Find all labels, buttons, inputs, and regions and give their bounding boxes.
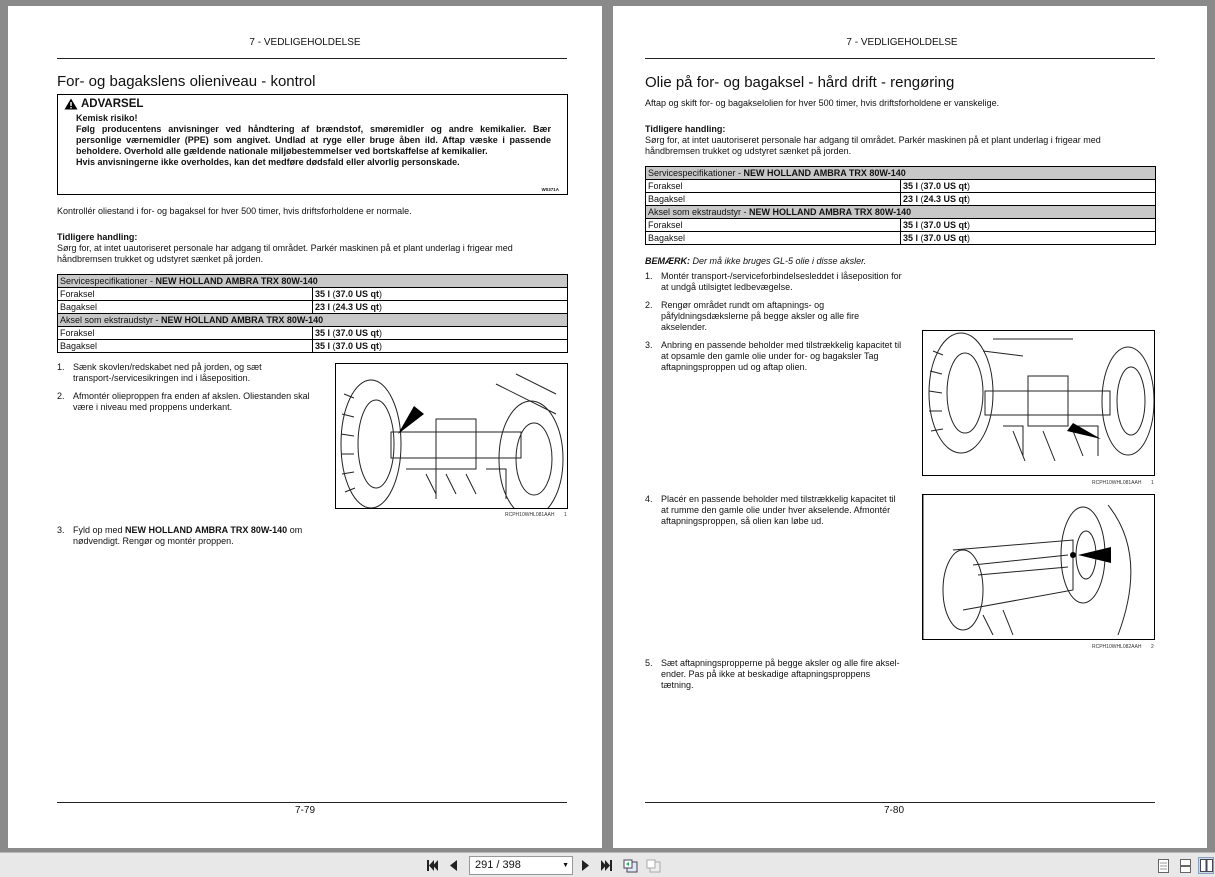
prior-action-text: Sørg for, at intet uautoriseret personale har adgang til området. Parkér maskinen på et plant underlag i frigear med håndbremsen trukket og udstyret sænket på jorden. bbox=[57, 243, 513, 264]
warning-body bbox=[64, 113, 561, 168]
spec-table-subheading: Aksel som ekstraudstyr - NEW HOLLAND AMBRA TRX 80W-140 bbox=[646, 206, 1156, 219]
previous-page-icon bbox=[450, 860, 458, 871]
list-item: 1. Sænk skovlen/redskabet ned på jorden, og sæt transport-/servicesikringen ind i låseposition. bbox=[57, 362, 262, 383]
intro-text: Aftap og skift for- og bagakselolien for hver 500 timer, hvis driftsforholdene er vanskelige. bbox=[645, 98, 1000, 108]
prior-action-label: Tidligere handling: bbox=[645, 124, 726, 134]
right-page bbox=[613, 6, 1207, 848]
first-page-icon bbox=[427, 860, 439, 871]
two-page-view-button[interactable] bbox=[1198, 857, 1214, 874]
pdf-toolbar bbox=[0, 852, 1215, 877]
list-item: 1. Montér transport-/serviceforbindelsesleddet i låseposition for at undgå utilsigtet ledbevægelse. bbox=[645, 271, 902, 292]
previous-view-icon bbox=[623, 859, 638, 873]
warning-code: W0371A bbox=[541, 187, 559, 192]
step-list bbox=[645, 494, 905, 534]
left-page bbox=[8, 6, 602, 848]
header-rule bbox=[57, 58, 567, 59]
spec-table-heading: Servicespecifikationer - NEW HOLLAND AMBRA TRX 80W-140 bbox=[58, 275, 568, 288]
continuous-page-icon bbox=[1180, 859, 1191, 873]
prior-action-label: Tidligere handling: bbox=[57, 232, 138, 242]
note bbox=[645, 256, 1157, 267]
table-row: Bagaksel 23 l (24.3 US qt) bbox=[646, 193, 1156, 206]
page-number: 7-80 bbox=[883, 805, 904, 816]
axle-illustration bbox=[336, 364, 568, 509]
warning-line-3: Hvis anvisningerne ikke overholdes, kan det medføre dødsfald eller alvorlig personskade. bbox=[76, 157, 460, 167]
page-indicator: 291 / 398 bbox=[475, 859, 521, 871]
warning-heading bbox=[64, 98, 561, 110]
table-row: Bagaksel 23 l (24.3 US qt) bbox=[58, 301, 568, 314]
go-back-view-button[interactable] bbox=[622, 857, 638, 874]
prior-action bbox=[645, 124, 1157, 157]
axle-drain-illustration bbox=[923, 331, 1155, 476]
step-list bbox=[57, 362, 317, 420]
prior-action-text: Sørg for, at intet uautoriseret personale har adgang til området. Parkér maskinen på et plant underlag i frigear med håndbremsen trukket og udstyret sænket på jorden. bbox=[645, 135, 1101, 156]
figure-number: 2 bbox=[1151, 644, 1154, 650]
page-select[interactable] bbox=[469, 856, 573, 875]
footer-rule bbox=[57, 802, 567, 803]
list-item: 3. Fyld op med NEW HOLLAND AMBRA TRX 80W-140 om nødvendigt. Rengør og montér proppen. bbox=[57, 525, 303, 546]
prior-action bbox=[57, 232, 569, 265]
axle-figure bbox=[335, 363, 568, 509]
two-page-icon bbox=[1200, 859, 1213, 872]
table-row: Foraksel 35 l (37.0 US qt) bbox=[646, 180, 1156, 193]
spec-table-heading: Servicespecifikationer - NEW HOLLAND AMBRA TRX 80W-140 bbox=[646, 167, 1156, 180]
note-text: Der må ikke bruges GL-5 olie i disse aksler. bbox=[690, 256, 867, 266]
single-page-view-button[interactable] bbox=[1156, 857, 1170, 874]
first-page-button[interactable] bbox=[426, 857, 440, 874]
page-header: 7 - VEDLIGEHOLDELSE bbox=[846, 37, 958, 48]
table-row: Bagaksel 35 l (37.0 US qt) bbox=[646, 232, 1156, 245]
previous-page-button[interactable] bbox=[448, 857, 460, 874]
continuous-view-button[interactable] bbox=[1178, 857, 1192, 874]
next-view-icon bbox=[646, 859, 661, 873]
chevron-down-icon: ▼ bbox=[562, 862, 569, 869]
figure-caption: RCPH10WHL081AAH bbox=[1092, 480, 1142, 486]
section-title: For- og bagakslens olieniveau - kontrol bbox=[57, 73, 316, 90]
next-page-button[interactable] bbox=[579, 857, 591, 874]
note-label: BEMÆRK: bbox=[645, 256, 690, 266]
table-row: Foraksel 35 l (37.0 US qt) bbox=[646, 219, 1156, 232]
table-row: Bagaksel 35 l (37.0 US qt) bbox=[58, 340, 568, 353]
warning-box bbox=[57, 94, 568, 195]
table-row: Foraksel 35 l (37.0 US qt) bbox=[58, 288, 568, 301]
figure-number: 1 bbox=[1151, 480, 1154, 486]
spec-table-subheading: Aksel som ekstraudstyr - NEW HOLLAND AMBRA TRX 80W-140 bbox=[58, 314, 568, 327]
intro-text: Kontrollér oliestand i for- og bagaksel for hver 500 timer, hvis driftsforholdene er normale. bbox=[57, 206, 412, 216]
axle-end-illustration bbox=[923, 495, 1155, 640]
figure-number: 1 bbox=[564, 512, 567, 518]
footer-rule bbox=[645, 802, 1155, 803]
axle-drain-figure bbox=[922, 330, 1155, 476]
last-page-button[interactable] bbox=[599, 857, 613, 874]
warning-line-2: Følg producentens anvisninger ved håndtering af brændstof, smøremidler og andre kemikalier. Bær personlige værnemidler (PPE) som angivet. Undlad at ryge eller bruge åben ild. Aftap væske i passende beholdere. Overhold alle gældende nationale miljøbestemmelser ved bortskaffelse af kemikalier. bbox=[76, 124, 551, 156]
section-title: Olie på for- og bagaksel - hård drift - rengøring bbox=[645, 74, 955, 91]
axle-end-figure bbox=[922, 494, 1155, 640]
spec-table bbox=[645, 166, 1156, 245]
table-row: Foraksel 35 l (37.0 US qt) bbox=[58, 327, 568, 340]
step-list bbox=[645, 658, 905, 698]
header-rule bbox=[645, 58, 1155, 59]
page-number: 7-79 bbox=[294, 805, 315, 816]
warning-label: ADVARSEL bbox=[81, 98, 144, 110]
figure-caption: RCPH10WHL081AAH bbox=[505, 512, 555, 518]
last-page-icon bbox=[600, 860, 612, 871]
list-item: 2. Afmontér olieproppen fra enden af akslen. Oliestanden skal være i niveau med proppens underkant. bbox=[57, 391, 310, 412]
list-item: 5. Sæt aftapningspropperne på begge aksler og alle fire aksel-ender. Pas på ikke at beskadige aftapningsproppens tætning. bbox=[645, 658, 900, 690]
list-item: 3. Anbring en passende beholder med tilstrækkelig kapacitet til at opsamle den gamle olie under for- og bagaksler Tag aftapningsproppen ud og aftap olien. bbox=[645, 340, 902, 372]
step-list bbox=[645, 271, 905, 380]
spec-table bbox=[57, 274, 568, 353]
step-list bbox=[57, 525, 317, 554]
figure-caption: RCPH10WHL082AAH bbox=[1092, 644, 1142, 650]
list-item: 2. Rengør området rundt om aftapnings- og påfyldningsdækslerne på begge aksler og alle fire akselender. bbox=[645, 300, 860, 332]
page-header: 7 - VEDLIGEHOLDELSE bbox=[249, 37, 361, 48]
go-forward-view-button[interactable] bbox=[645, 857, 661, 874]
warning-triangle-icon bbox=[64, 98, 78, 110]
list-item: 4. Placér en passende beholder med tilstrækkelig kapacitet til at rumme den gamle olie under hver akselende. Afmontér aftapningsproppen, så olien kan løbe ud. bbox=[645, 494, 896, 526]
warning-line-1: Kemisk risiko! bbox=[76, 113, 138, 123]
single-page-icon bbox=[1158, 859, 1169, 873]
next-page-icon bbox=[581, 860, 589, 871]
